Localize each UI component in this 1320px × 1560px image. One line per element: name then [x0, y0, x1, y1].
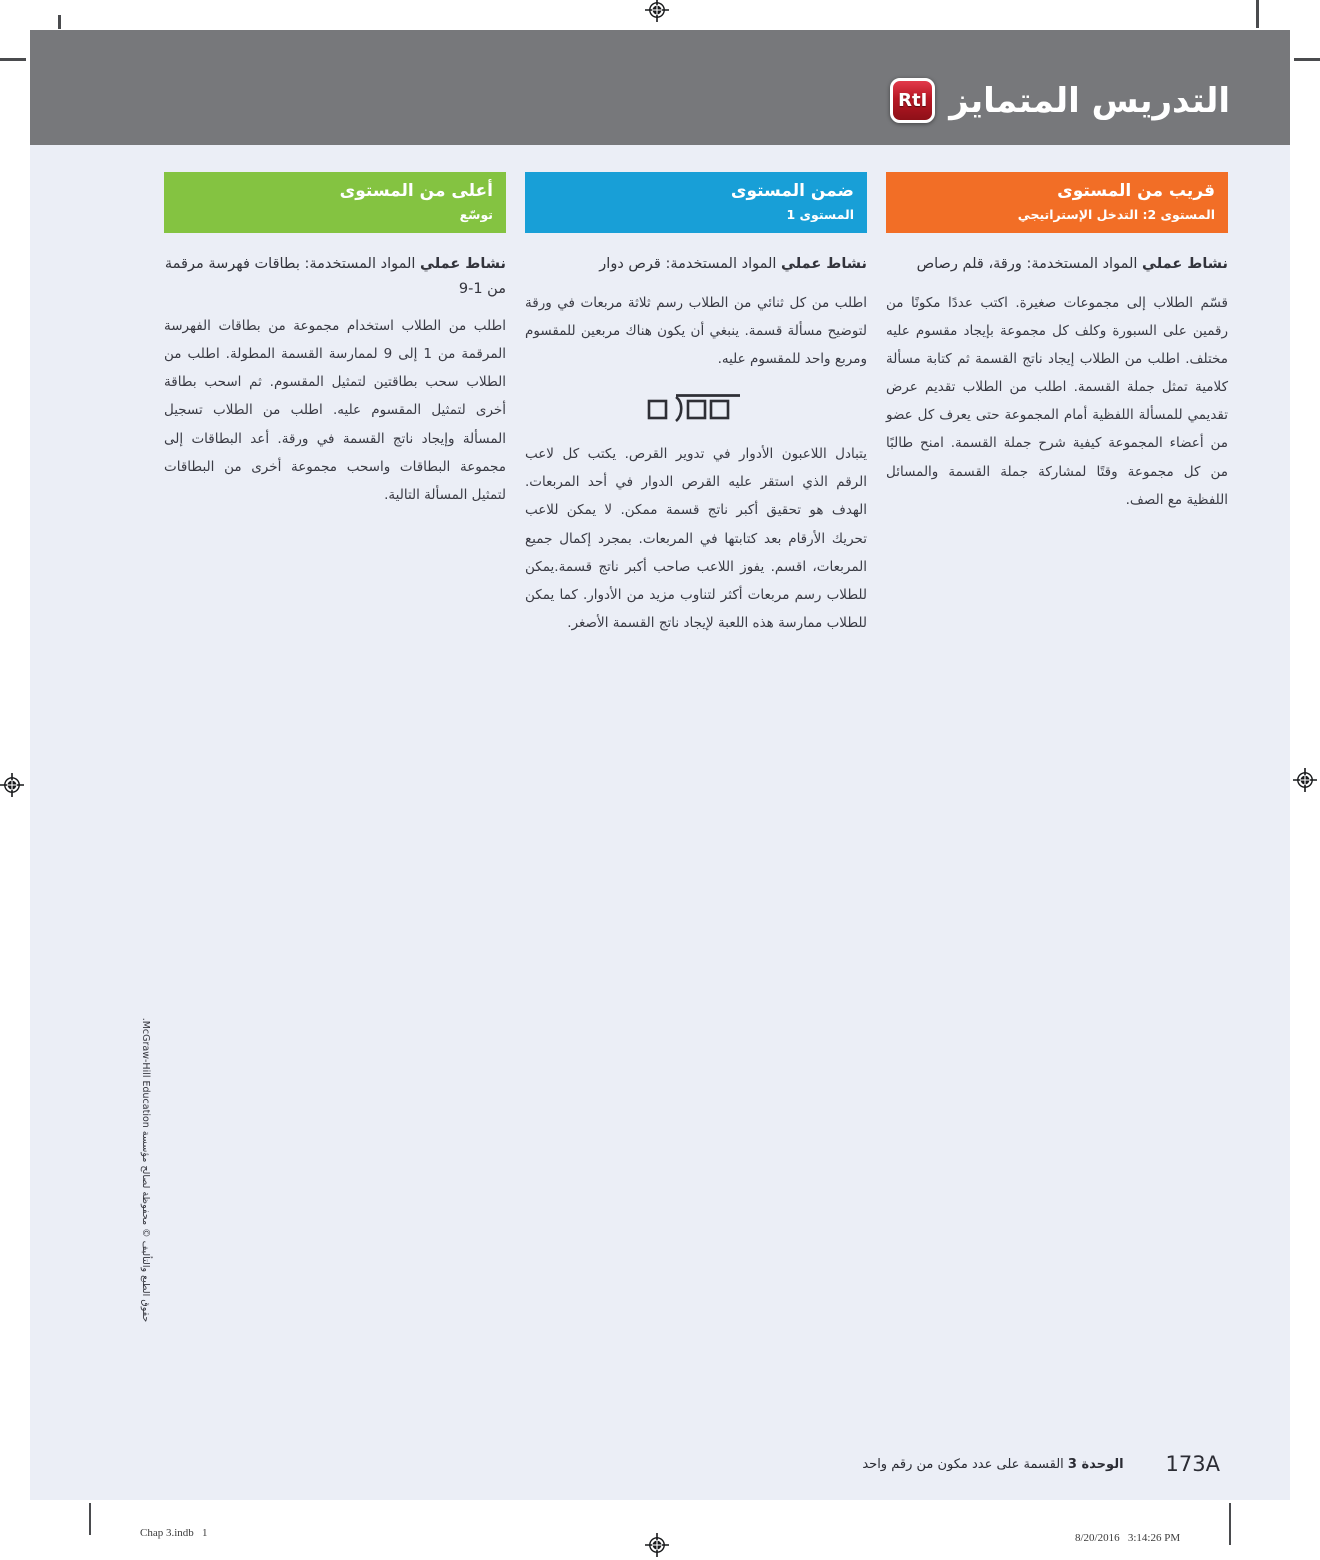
materials-range-label: من 1-9 — [458, 281, 506, 298]
page-footer — [862, 1452, 1220, 1476]
activity-lead — [164, 250, 506, 278]
column-body — [886, 250, 1228, 514]
activity-paragraph: قسّم الطلاب إلى مجموعات صغيرة. اكتب عددًا مكونًا من رقمين على السبورة وكلف كل مجموعة بإيجاد مقسوم عليه مختلف. اطلب من الطلاب إيجاد ناتج القسمة ثم كتابة مسألة كلامية تمثل جملة القسمة. اطلب من الطلاب تقديم عرض تقديمي للمسألة اللفظية أمام المجموعة حتى يعرف كل عضو من أعضاء المجموعة كيفية شرح جملة القسمة. امنح طالبًا من كل مجموعة وقتًا لمشاركة جملة القسمة والمسائل اللفظية مع الصف. — [886, 295, 1228, 508]
activity-lead — [525, 250, 867, 278]
activity-label: نشاط عملي — [1142, 255, 1228, 272]
activity-paragraph: يتبادل اللاعبون الأدوار في تدوير القرص. يكتب كل لاعب الرقم الذي استقر عليه القرص الدوار في أحد المربعات. الهدف هو تحقيق أكبر ناتج قسمة ممكن. لا يمكن للاعب تحريك الأرقام بعد كتابتها في المربعات. بمجرد إكمال جميع المربعات، اقسم. يفوز اللاعب صاحب أكبر ناتج قسمة.يمكن للطلاب رسم مربعات أكثر لتناوب مزيد من الأدوار. كما يمكن للطلاب ممارسة هذه اللعبة لإيجاد ناتج القسمة الأصغر. — [525, 446, 867, 631]
column-subtitle: توسّع — [459, 206, 493, 222]
registration-mark-left-icon — [0, 773, 24, 797]
crop-mark-right-top — [1294, 58, 1320, 61]
crop-mark-left-top — [0, 58, 26, 61]
activity-paragraph: اطلب من كل ثنائي من الطلاب رسم ثلاثة مربعات في ورقة لتوضيح مسألة قسمة. ينبغي أن يكون هناك مربعين للمقسوم ومربع واحد للمقسوم عليه. — [525, 295, 867, 368]
page-title: التدريس المتمايز — [949, 80, 1230, 121]
column-header — [886, 172, 1228, 233]
print-timestamp: 8/20/2016 3:14:26 PM — [1075, 1532, 1181, 1544]
crop-mark-bottom-right — [1229, 1503, 1231, 1545]
long-division-diagram-icon — [646, 389, 746, 429]
unit-title — [862, 1457, 1123, 1472]
rti-badge-icon: RtI — [890, 78, 935, 123]
registration-mark-top-icon — [645, 0, 669, 22]
column-body — [164, 250, 506, 509]
unit-title-text: القسمة على عدد مكون من رقم واحد — [862, 1456, 1064, 1472]
page-number: 173A — [1165, 1452, 1220, 1476]
column-header — [164, 172, 506, 233]
materials-label: المواد المستخدمة: قرص دوار — [599, 255, 777, 272]
page — [30, 30, 1290, 1500]
materials-label: المواد المستخدمة: بطاقات فهرسة مرقمة — [164, 255, 416, 272]
crop-mark-top-left — [58, 15, 61, 29]
column-title: أعلى من المستوى — [339, 181, 493, 201]
column-beyond-level — [164, 172, 506, 637]
copyright-sidebar: حقوق الطبع والتأليف © محفوظة لصالح مؤسسة McGraw-Hill Education. — [140, 1017, 151, 1323]
column-title: قريب من المستوى — [1057, 181, 1215, 201]
level-columns — [163, 172, 1228, 637]
column-approaching-level — [886, 172, 1228, 637]
crop-mark-bottom-left — [89, 1503, 91, 1535]
activity-paragraph: اطلب من الطلاب استخدام مجموعة من بطاقات الفهرسة المرقمة من 1 إلى 9 لممارسة القسمة المطولة. اطلب من الطلاب سحب بطاقتين لتمثيل المقسوم. ثم اسحب بطاقة أخرى لتمثيل المقسوم عليه. اطلب من الطلاب تسجيل المسألة وإيجاد ناتج القسمة في ورقة. أعد البطاقات إلى مجموعة البطاقات واسحب مجموعة أخرى من البطاقات لتمثيل المسألة التالية. — [164, 318, 506, 503]
registration-mark-bottom-icon — [645, 1533, 669, 1557]
column-on-level — [525, 172, 867, 637]
print-filename: Chap 3.indb 1 — [140, 1527, 208, 1539]
column-subtitle: المستوى 1 — [786, 206, 854, 222]
column-body — [525, 250, 867, 637]
materials-label: المواد المستخدمة: ورقة، قلم رصاص — [916, 255, 1138, 272]
column-subtitle: المستوى 2: التدخل الإستراتيجي — [1017, 206, 1215, 222]
crop-mark-top-right — [1256, 0, 1259, 28]
column-title: ضمن المستوى — [730, 181, 854, 201]
registration-mark-right-icon — [1293, 768, 1317, 792]
activity-label: نشاط عملي — [420, 255, 506, 272]
activity-lead — [886, 250, 1228, 278]
activity-label: نشاط عملي — [781, 255, 867, 272]
unit-number-label: الوحدة 3 — [1067, 1456, 1124, 1472]
column-header — [525, 172, 867, 233]
header-bar — [30, 30, 1290, 145]
